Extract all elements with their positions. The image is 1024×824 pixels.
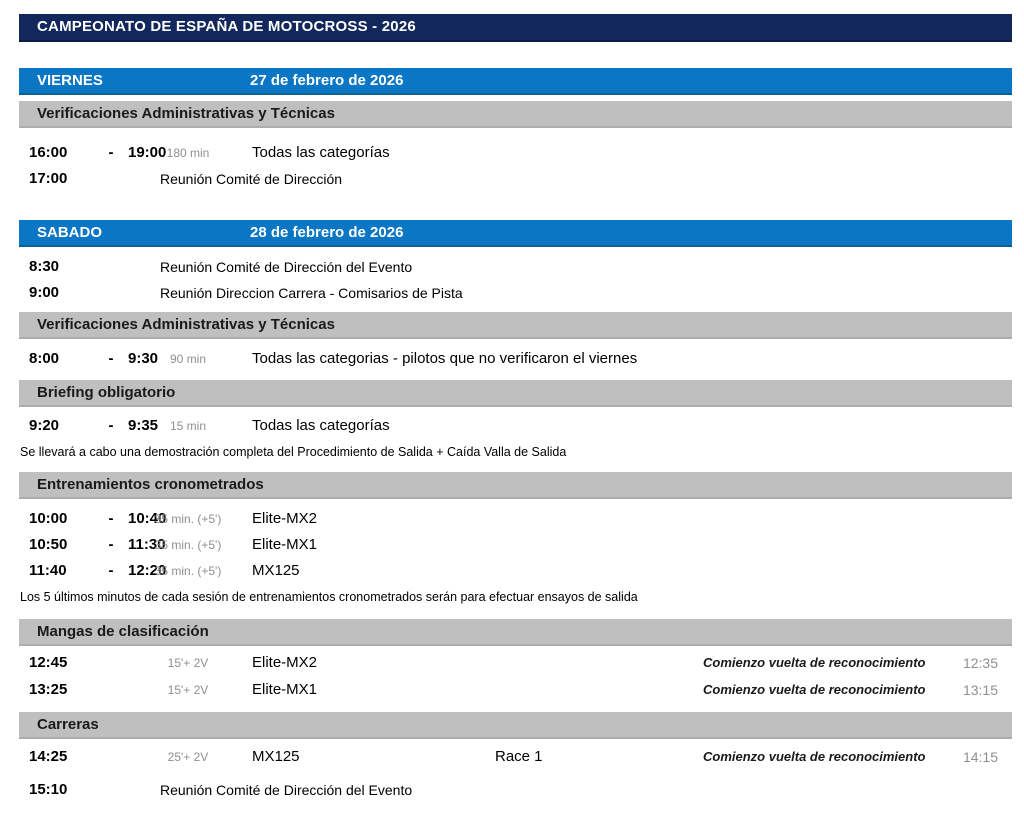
schedule-row (0, 650, 1024, 676)
recon-lap-time: 13:15 (962, 682, 998, 698)
duration-label: 15'+ 2V (167, 656, 209, 670)
event-time: 9:00 (29, 284, 60, 301)
recon-lap-note: Comienzo vuelta de reconocimiento (703, 749, 926, 764)
time-start: 10:00 (29, 510, 68, 527)
time-end: 9:30 (128, 350, 159, 367)
time-dash: - (108, 510, 114, 527)
section-bar-entrenamientos (19, 472, 1012, 499)
duration-label: 25'+ 2V (167, 750, 209, 764)
schedule-row (0, 532, 1024, 558)
event-description: Reunión Comité de Dirección del Evento (160, 782, 413, 798)
time-dash: - (108, 350, 114, 367)
time-dash: - (108, 144, 114, 161)
schedule-row (0, 254, 1024, 280)
schedule-row (0, 777, 1024, 803)
schedule-row (0, 280, 1024, 306)
section-bar-verificaciones-viernes (19, 101, 1012, 128)
recon-lap-time: 14:15 (962, 749, 998, 765)
section-bar-verificaciones-sabado (19, 312, 1012, 339)
time-end: 9:35 (128, 417, 159, 434)
event-time: 12:45 (29, 654, 68, 671)
schedule-row (0, 677, 1024, 703)
schedule-note: Se llevará a cabo una demostración completa del Procedimiento de Salida + Caída Valla de Salida (20, 445, 567, 459)
duration-label: 180 min (166, 146, 210, 160)
section-bar-carreras (19, 712, 1012, 739)
section-title: Verificaciones Administrativas y Técnicas (37, 105, 335, 122)
day-bar-sabado (19, 220, 1012, 247)
schedule-row (0, 140, 1024, 166)
recon-lap-note: Comienzo vuelta de reconocimiento (703, 682, 926, 697)
time-dash: - (108, 562, 114, 579)
event-time: 14:25 (29, 748, 68, 765)
event-time: 13:25 (29, 681, 68, 698)
day-date: 28 de febrero de 2026 (250, 224, 404, 241)
duration-label: 35 min. (+5') (154, 564, 222, 578)
duration-label: 15'+ 2V (167, 683, 209, 697)
time-start: 10:50 (29, 536, 68, 553)
schedule-note: Los 5 últimos minutos de cada sesión de entrenamientos cronometrados serán para efectuar ensayos de salida (20, 590, 638, 604)
time-end: 12:20 (128, 562, 167, 579)
recon-lap-time: 12:35 (962, 655, 998, 671)
category-label: MX125 (252, 562, 300, 579)
time-dash: - (108, 536, 114, 553)
race-label: Race 1 (495, 748, 543, 765)
category-label: Elite-MX2 (252, 510, 318, 527)
category-label: Todas las categorías (252, 417, 390, 434)
day-bar-viernes (19, 68, 1012, 95)
section-title: Entrenamientos cronometrados (37, 476, 264, 493)
event-description: Reunión Direccion Carrera - Comisarios de Pista (160, 285, 463, 301)
duration-label: 90 min (169, 352, 207, 366)
time-start: 11:40 (29, 562, 67, 579)
time-dash: - (108, 417, 114, 434)
schedule-row (0, 346, 1024, 372)
event-time: 8:30 (29, 258, 60, 275)
time-start: 8:00 (29, 350, 60, 367)
time-start: 9:20 (29, 417, 60, 434)
category-label: MX125 (252, 748, 300, 765)
event-description: Reunión Comité de Dirección (160, 171, 343, 187)
schedule-row (0, 413, 1024, 439)
category-label: Elite-MX1 (252, 681, 318, 698)
category-label: Elite-MX1 (252, 536, 318, 553)
event-time: 17:00 (29, 170, 68, 187)
day-label: VIERNES (37, 72, 103, 89)
time-end: 19:00 (128, 144, 167, 161)
time-end: 10:40 (128, 510, 167, 527)
section-title: Verificaciones Administrativas y Técnicas (37, 316, 335, 333)
schedule-row (0, 558, 1024, 584)
day-date: 27 de febrero de 2026 (250, 72, 404, 89)
schedule-row (0, 744, 1024, 770)
section-title: Briefing obligatorio (37, 384, 176, 401)
schedule-row (0, 166, 1024, 192)
section-title: Mangas de clasificación (37, 623, 209, 640)
section-title: Carreras (37, 716, 99, 733)
section-bar-briefing (19, 380, 1012, 407)
duration-label: 15 min (169, 419, 207, 433)
schedule-row (0, 506, 1024, 532)
championship-title-bar (19, 14, 1012, 42)
section-bar-mangas (19, 619, 1012, 646)
event-time: 15:10 (29, 781, 68, 798)
category-label: Todas las categorias - pilotos que no verificaron el viernes (252, 350, 638, 367)
category-label: Todas las categorías (252, 144, 390, 161)
duration-label: 35 min. (+5') (154, 538, 222, 552)
time-start: 16:00 (29, 144, 68, 161)
event-description: Reunión Comité de Dirección del Evento (160, 259, 413, 275)
day-label: SABADO (37, 224, 103, 241)
duration-label: 35 min. (+5') (154, 512, 222, 526)
time-end: 11:30 (128, 536, 166, 553)
championship-title: CAMPEONATO DE ESPAÑA DE MOTOCROSS - 2026 (37, 18, 416, 35)
category-label: Elite-MX2 (252, 654, 318, 671)
recon-lap-note: Comienzo vuelta de reconocimiento (703, 655, 926, 670)
